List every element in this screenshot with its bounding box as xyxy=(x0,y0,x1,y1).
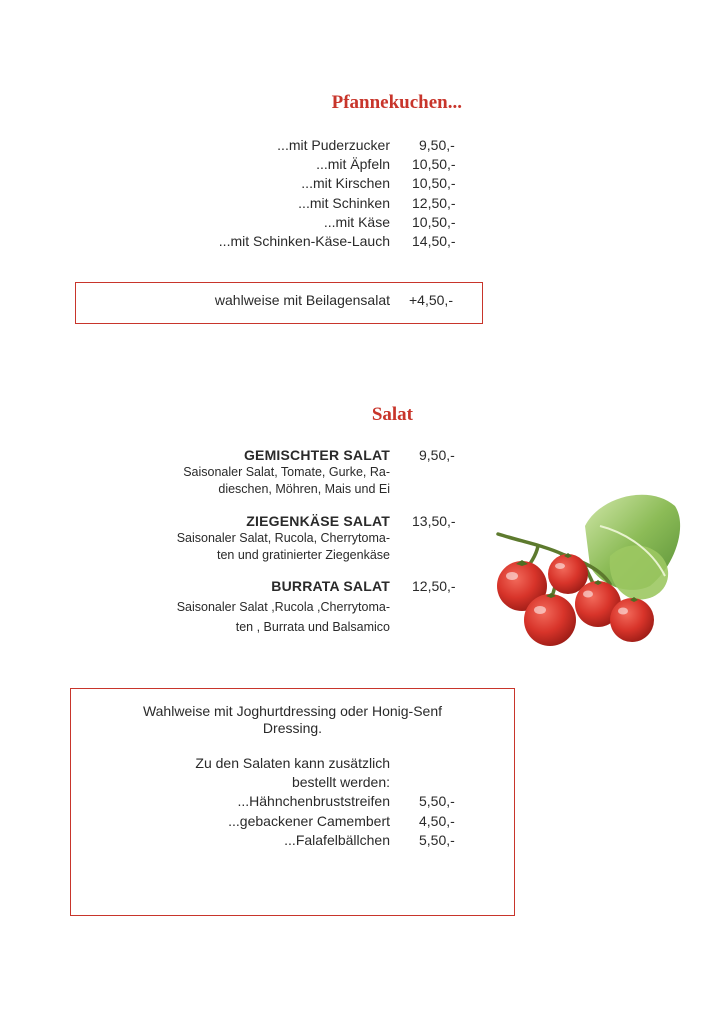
side-salad-price: +4,50,- xyxy=(409,292,453,308)
menu-item-price: 10,50,- xyxy=(412,175,456,191)
salad-item-name: ZIEGENKÄSE SALAT xyxy=(246,513,390,529)
extra-item-price: 5,50,- xyxy=(419,832,455,848)
extra-item-price: 4,50,- xyxy=(419,813,455,829)
menu-item-name: ...mit Äpfeln xyxy=(316,156,390,172)
menu-item-name: ...mit Käse xyxy=(323,214,390,230)
salad-item-name: BURRATA SALAT xyxy=(271,578,390,594)
menu-item-price: 9,50,- xyxy=(419,137,455,153)
salad-item-description: Saisonaler Salat, Rucola, Cherrytoma- xyxy=(176,531,390,545)
menu-item-name: ...mit Kirschen xyxy=(301,175,390,191)
menu-item-name: ...mit Schinken xyxy=(298,195,390,211)
pancake-section-title: Pfannekuchen... xyxy=(331,92,462,113)
salad-item-price: 12,50,- xyxy=(412,578,456,594)
salad-item-price: 13,50,- xyxy=(412,513,456,529)
salad-item-description: dieschen, Möhren, Mais und Ei xyxy=(218,482,390,496)
salad-section-title: Salat xyxy=(371,404,413,425)
extras-intro-line: Zu den Salaten kann zusätzlich xyxy=(195,755,390,771)
extra-item-name: ...gebackener Camembert xyxy=(228,813,390,829)
salad-item-description: ten und gratinierter Ziegenkäse xyxy=(216,548,390,562)
menu-item-price: 14,50,- xyxy=(412,233,456,249)
salad-item-description: Saisonaler Salat ,Rucola ,Cherrytoma- xyxy=(176,600,390,614)
menu-item-price: 10,50,- xyxy=(412,214,456,230)
salad-item-price: 9,50,- xyxy=(419,447,455,463)
tomato-lettuce-icon xyxy=(490,486,685,654)
menu-item-name: ...mit Schinken-Käse-Lauch xyxy=(218,233,390,249)
salad-item-name: GEMISCHTER SALAT xyxy=(243,447,390,463)
extras-intro-line: bestellt werden: xyxy=(291,774,390,790)
extra-item-price: 5,50,- xyxy=(419,793,455,809)
dressing-line: Dressing. xyxy=(262,720,323,736)
extra-item-name: ...Falafelbällchen xyxy=(284,832,390,848)
menu-item-name: ...mit Puderzucker xyxy=(277,137,390,153)
menu-item-price: 10,50,- xyxy=(412,156,456,172)
salad-item-description: ten , Burrata und Balsamico xyxy=(235,620,390,634)
salad-item-description: Saisonaler Salat, Tomate, Gurke, Ra- xyxy=(183,465,390,479)
menu-item-price: 12,50,- xyxy=(412,195,456,211)
dressing-line: Wahlweise mit Joghurtdressing oder Honig-Senf xyxy=(142,703,443,719)
side-salad-name: wahlweise mit Beilagensalat xyxy=(214,292,390,308)
extra-item-name: ...Hähnchenbruststreifen xyxy=(237,793,390,809)
